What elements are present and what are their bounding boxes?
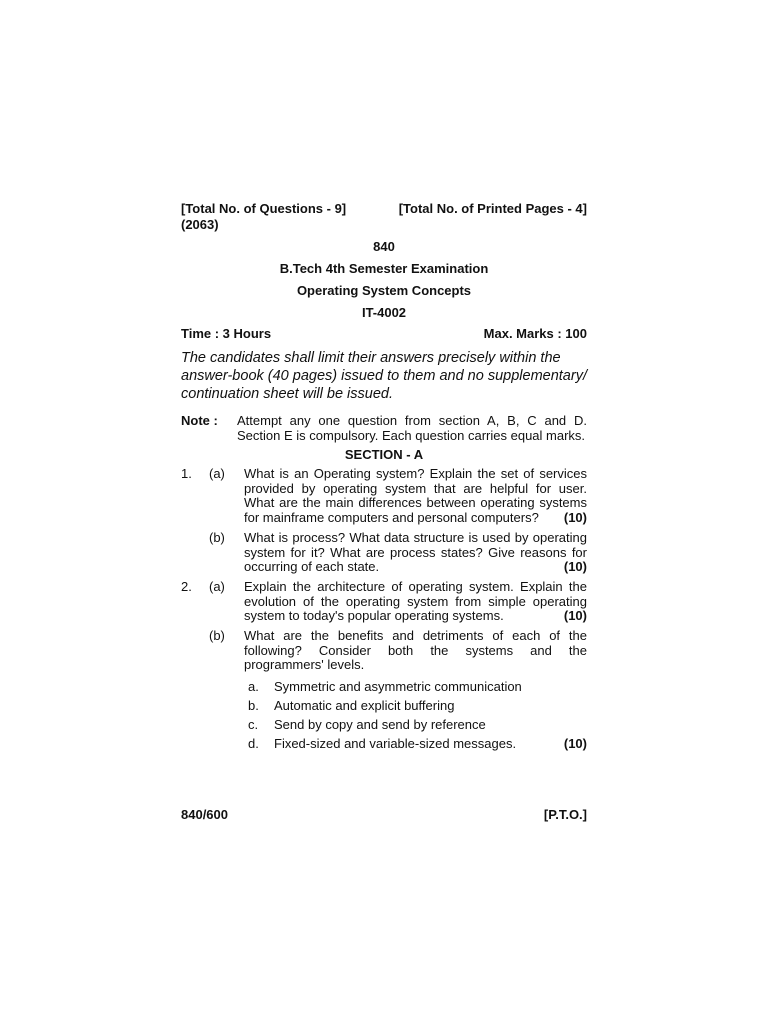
exam-page <box>181 201 587 751</box>
list-item-label: d. <box>248 736 259 752</box>
note-block <box>181 413 587 443</box>
exam-title: B.Tech 4th Semester Examination <box>279 261 489 276</box>
subject-title: Operating System Concepts <box>296 283 472 298</box>
time-allowed: Time : 3 Hours <box>181 326 272 341</box>
marks: (10) <box>563 736 587 752</box>
time-marks-row <box>181 326 587 341</box>
marks: (10) <box>563 559 587 575</box>
list-item-text: Symmetric and asymmetric communication <box>274 679 522 695</box>
question-number: 2. <box>181 578 192 594</box>
total-pages: [Total No. of Printed Pages - 4] <box>398 201 587 216</box>
question-number: 1. <box>181 466 192 481</box>
question-1b <box>181 531 587 575</box>
question-part: (b) <box>209 628 225 644</box>
header-row <box>181 201 587 217</box>
marks: (10) <box>563 608 587 624</box>
question-part: (a) <box>209 578 225 594</box>
paper-number: 840 <box>373 239 395 254</box>
page-footer <box>181 807 587 822</box>
list-item-text: Send by copy and send by reference <box>274 717 486 733</box>
list-item-text: Automatic and explicit buffering <box>274 698 455 714</box>
list-item <box>248 679 587 694</box>
list-item-label: a. <box>248 679 259 695</box>
question-2a <box>181 580 587 624</box>
question-part: (a) <box>209 466 225 481</box>
note-label: Note : <box>181 413 218 428</box>
question-part: (b) <box>209 529 225 545</box>
note-text: Attempt any one question from section A, B, C and D. Section E is compulsory. Each question carries equal marks. <box>237 413 587 443</box>
candidate-instruction: The candidates shall limit their answers precisely within the answer-book (40 pages) issued to them and no supplementary/ continuation sheet will be issued. <box>181 350 587 402</box>
list-item <box>248 698 587 713</box>
list-item-label: c. <box>248 717 259 733</box>
max-marks: Max. Marks : 100 <box>483 326 587 341</box>
question-2b <box>181 629 587 673</box>
question-1a <box>181 467 587 526</box>
list-item-text: Fixed-sized and variable-sized messages. <box>274 736 517 752</box>
marks: (10) <box>563 510 587 526</box>
list-item <box>248 736 587 751</box>
list-item-label: b. <box>248 698 259 714</box>
footer-code: 840/600 <box>181 807 228 822</box>
total-questions: [Total No. of Questions - 9] <box>181 201 347 216</box>
course-code: IT-4002 <box>361 305 407 320</box>
footer-pto: [P.T.O.] <box>543 807 587 822</box>
list-item <box>248 717 587 732</box>
question-text: What are the benefits and detriments of each of the following? Consider both the systems and the programmers' levels. <box>244 628 587 673</box>
question-text: Explain the architecture of operating system. Explain the evolution of the operating system from simple operating system to today's popular operating systems. <box>244 578 587 624</box>
question-text: What is an Operating system? Explain the set of services provided by operating system that are helpful for user. What are the main differences between operating systems for mainframe computers and personal computers? <box>244 466 587 526</box>
paper-code: (2063) <box>181 217 219 232</box>
question-text: What is process? What data structure is used by operating system for it? What are process states? Give reasons for occurring of each state. <box>244 529 587 575</box>
section-heading: SECTION - A <box>344 447 424 462</box>
